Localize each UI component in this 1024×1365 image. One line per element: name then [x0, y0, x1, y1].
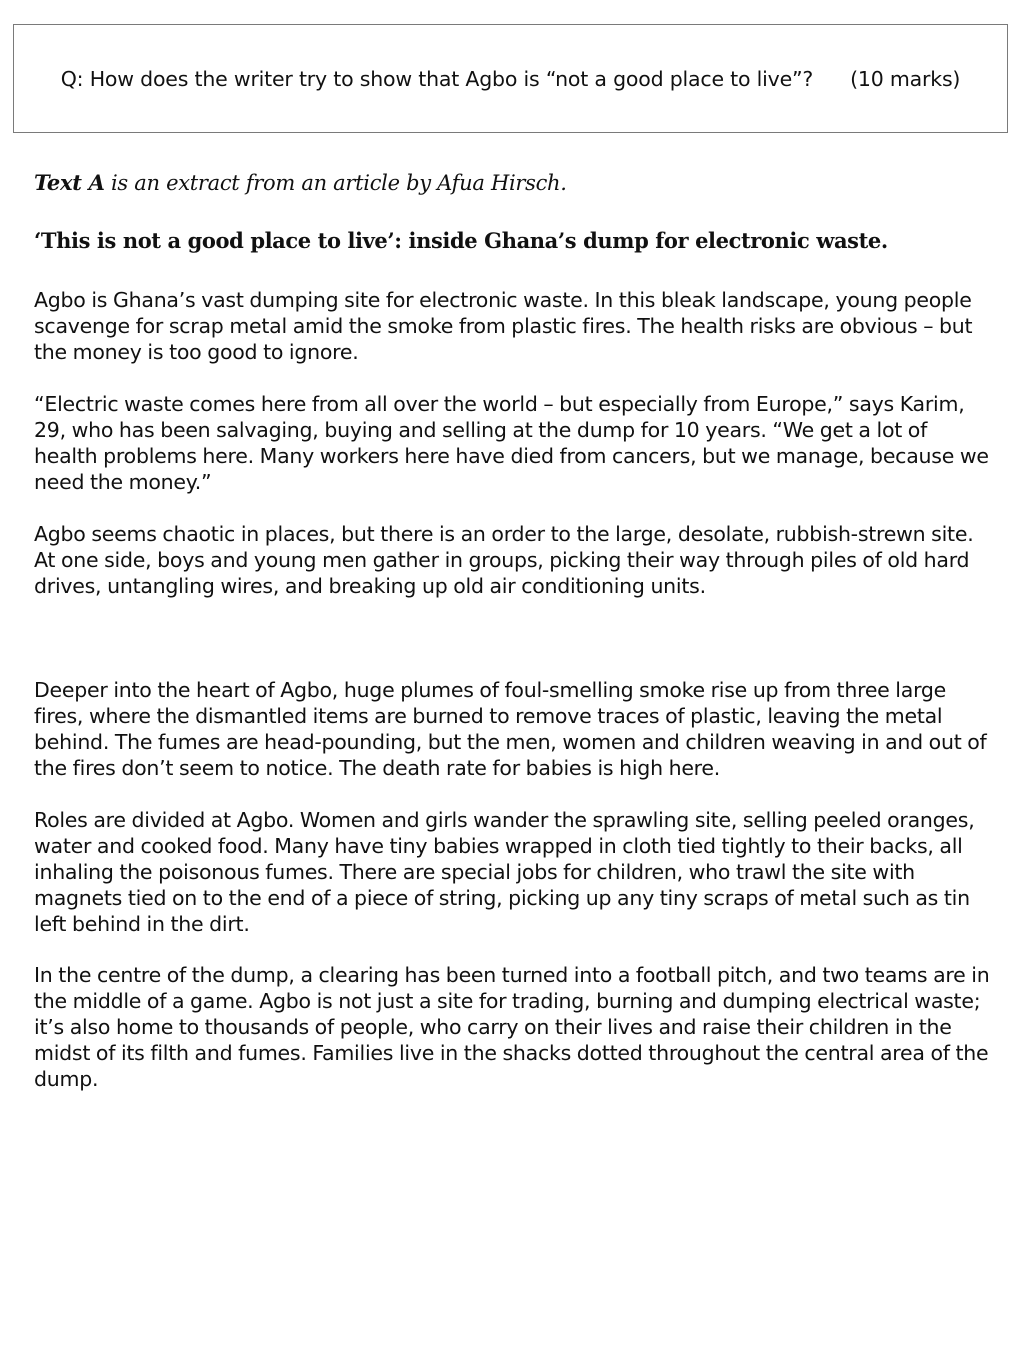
article-paragraph: Roles are divided at Agbo. Women and girls wander the sprawling site, selling peeled oranges, water and cooked food. Many have tiny babies wrapped in cloth tied tightly to their backs, all inhaling the poisonous fumes. There are special jobs for children, who trawl the site with magnets tied on to the end of a piece of string, picking up any tiny scraps of metal such as tin left behind in the dirt.: [34, 808, 975, 936]
article-paragraph: “Electric waste comes here from all over the world – but especially from Europe,” says Karim, 29, who has been salvaging, buying and selling at the dump for 10 years. “We get a lot of health problems here. Many workers here have died from cancers, but we manage, because we need the money.”: [34, 392, 989, 494]
article-paragraph: Agbo is Ghana’s vast dumping site for electronic waste. In this bleak landscape, young people scavenge for scrap metal amid the smoke from plastic fires. The health risks are obvious – but the money is too good to ignore.: [34, 288, 973, 364]
question-marks: (10 marks): [850, 66, 961, 91]
article-paragraph: Agbo seems chaotic in places, but there is an order to the large, desolate, rubbish-strewn site. At one side, boys and young men gather in groups, picking their way through piles of old hard drives, untangling wires, and breaking up old air conditioning units.: [34, 522, 974, 598]
question-box: [13, 24, 1008, 133]
source-label: Text A: [34, 170, 105, 195]
question-prompt: Q: How does the writer try to show that Agbo is “not a good place to live”?: [60, 66, 814, 91]
article-paragraph: Deeper into the heart of Agbo, huge plumes of foul-smelling smoke rise up from three large fires, where the dismantled items are burned to remove traces of plastic, leaving the metal behind. The fumes are head-pounding, but the men, women and children weaving in and out of the fires don’t seem to notice. The death rate for babies is high here.: [34, 678, 987, 780]
source-intro: [34, 170, 567, 195]
source-description: is an extract from an article by Afua Hirsch.: [104, 171, 567, 195]
question-text: [61, 67, 960, 91]
article-paragraph: In the centre of the dump, a clearing has been turned into a football pitch, and two teams are in the middle of a game. Agbo is not just a site for trading, burning and dumping electrical waste; it’s also home to thousands of people, who carry on their lives and raise their children in the midst of its filth and fumes. Families live in the shacks dotted throughout the central area of the dump.: [34, 963, 990, 1091]
article-headline: ‘This is not a good place to live’: inside Ghana’s dump for electronic waste.: [34, 228, 888, 253]
